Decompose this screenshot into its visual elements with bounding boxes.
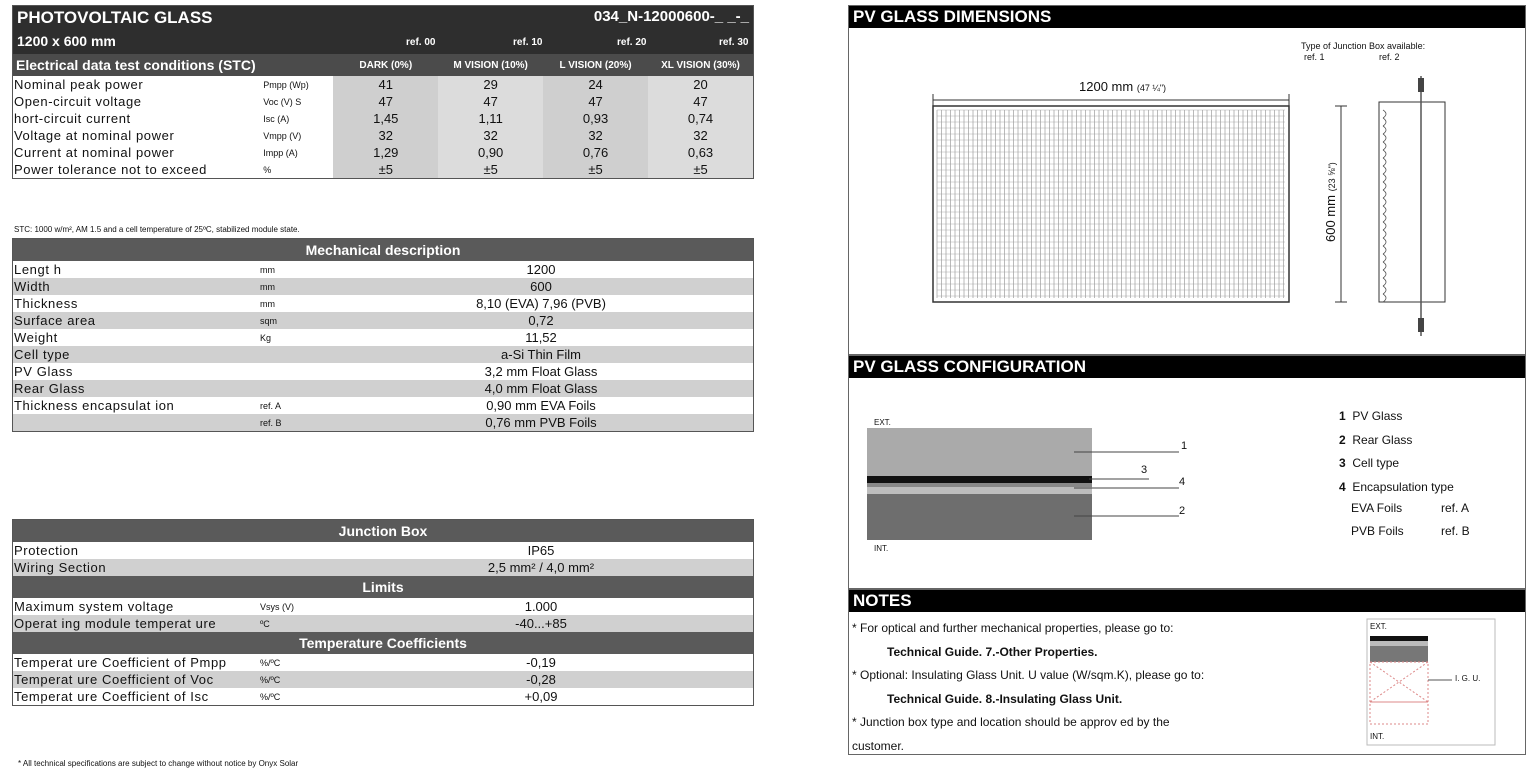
row-value: 32 xyxy=(648,127,753,144)
row-unit xyxy=(259,559,329,576)
col-m-vision: M VISION (10%) xyxy=(453,59,528,71)
row-unit xyxy=(259,346,329,363)
col-dark: DARK (0%) xyxy=(359,59,413,71)
legend-item: 1 PV Glass xyxy=(1339,409,1403,423)
legend-item: 4 Encapsulation type xyxy=(1339,479,1454,494)
row-unit: Voc (V) S xyxy=(263,96,302,107)
table-row xyxy=(13,76,753,93)
row-unit: Impp (A) xyxy=(263,147,298,158)
legend-item: 3 Cell type xyxy=(1339,456,1400,470)
ref-10: ref. 10 xyxy=(513,37,543,48)
row-label: Cell type xyxy=(14,347,70,362)
igu-label: I. G. U. xyxy=(1455,674,1481,683)
table-row xyxy=(13,93,753,110)
row-unit: %/ºC xyxy=(260,657,281,668)
row-value: 47 xyxy=(333,93,438,110)
row-unit: Vsys (V) xyxy=(260,601,295,612)
mechanical-title: Mechanical description xyxy=(13,239,753,261)
junction-limits-table xyxy=(12,519,754,706)
table-row xyxy=(13,312,753,329)
row-value: 1.000 xyxy=(524,599,558,614)
ref-20: ref. 20 xyxy=(617,37,647,48)
igu-int-label: INT. xyxy=(1370,732,1385,741)
row-label: Temperat ure Coefficient of Voc xyxy=(14,672,214,687)
note-1: * For optical and further mechanical properties, please go to: xyxy=(852,621,1174,635)
row-unit xyxy=(259,363,329,380)
row-unit xyxy=(259,380,329,397)
row-label: Weight xyxy=(14,330,58,345)
col-xl-vision: XL VISION (30%) xyxy=(661,59,740,71)
row-label: Maximum system voltage xyxy=(14,599,174,614)
table-row xyxy=(13,598,753,615)
row-label: Protection xyxy=(14,543,79,558)
row-unit: %/ºC xyxy=(260,691,281,702)
col-l-vision: L VISION (20%) xyxy=(559,59,632,71)
row-value: 2,5 mm² / 4,0 mm² xyxy=(487,560,595,575)
row-value: 29 xyxy=(438,76,543,93)
row-unit: mm xyxy=(260,298,275,309)
jbox-ref1: ref. 1 xyxy=(1304,52,1325,62)
notes-title: NOTES xyxy=(849,590,1525,612)
table-row xyxy=(13,363,753,380)
table-row xyxy=(13,688,753,705)
table-row xyxy=(13,261,753,278)
table-row xyxy=(13,144,753,161)
row-value: ±5 xyxy=(438,161,543,178)
row-value: ±5 xyxy=(333,161,438,178)
row-unit: sqm xyxy=(260,315,278,326)
table-row xyxy=(13,127,753,144)
configuration-panel xyxy=(848,355,1526,589)
row-value: 41 xyxy=(333,76,438,93)
row-unit xyxy=(259,542,329,559)
width-dimension-label: 1200 mm (47 ¼") xyxy=(1079,79,1167,94)
row-label: Thickness xyxy=(14,296,78,311)
product-code: 034_N-12000600-_ _-_ xyxy=(593,8,749,25)
dimensions-panel xyxy=(848,5,1526,355)
row-value: -0,19 xyxy=(526,655,556,670)
row-label: Voltage at nominal power xyxy=(14,128,175,143)
dimensions-title: PV GLASS DIMENSIONS xyxy=(849,6,1525,28)
row-value: -0,28 xyxy=(526,672,556,687)
note-2-link: Technical Guide. 8.-Insulating Glass Unit. xyxy=(887,691,1123,706)
row-label: Thickness encapsulat ion xyxy=(14,398,175,413)
row-value: 8,10 (EVA) 7,96 (PVB) xyxy=(476,296,606,311)
row-value: 0,90 mm EVA Foils xyxy=(486,398,596,413)
callout-3: 3 xyxy=(1141,464,1148,476)
row-value: 32 xyxy=(543,127,648,144)
electrical-title: Electrical data test conditions (STC) xyxy=(16,57,256,73)
row-value: 0,63 xyxy=(648,144,753,161)
row-value: 32 xyxy=(333,127,438,144)
row-value: IP65 xyxy=(527,543,555,558)
int-label: INT. xyxy=(874,544,889,553)
note-3b: customer. xyxy=(852,738,905,753)
table-row xyxy=(13,161,753,178)
junction-title: Junction Box xyxy=(13,520,753,542)
row-value: +0,09 xyxy=(524,689,558,704)
row-value: 0,72 xyxy=(528,313,554,328)
table-row xyxy=(13,346,753,363)
row-unit: Isc (A) xyxy=(263,113,290,124)
table-row xyxy=(13,278,753,295)
note-3: * Junction box type and location should be approv ed by the xyxy=(852,715,1170,729)
row-label: Wiring Section xyxy=(14,560,107,575)
row-value: -40...+85 xyxy=(515,616,567,631)
limits-title: Limits xyxy=(13,576,753,598)
row-label: Surface area xyxy=(14,313,96,328)
glass-front-drawing xyxy=(849,6,1525,354)
row-unit: %/ºC xyxy=(260,674,281,685)
callout-1: 1 xyxy=(1181,440,1188,452)
table-row xyxy=(13,110,753,127)
table-row xyxy=(13,542,753,559)
stc-note: STC: 1000 w/m², AM 1.5 and a cell temperature of 25ºC, stabilized module state. xyxy=(14,225,300,234)
row-value: 24 xyxy=(543,76,648,93)
row-value: 3,2 mm Float Glass xyxy=(484,364,598,379)
table-row xyxy=(13,671,753,688)
electrical-table xyxy=(12,5,754,179)
config-legend xyxy=(1339,405,1454,499)
jbox-ref2: ref. 2 xyxy=(1379,52,1400,62)
ref-30: ref. 30 xyxy=(719,37,749,48)
row-unit: ref. A xyxy=(260,400,282,411)
note-1-link: Technical Guide. 7.-Other Properties. xyxy=(887,644,1098,659)
mechanical-table xyxy=(12,238,754,432)
product-size: 1200 x 600 mm xyxy=(17,33,116,49)
row-label: PV Glass xyxy=(14,364,73,379)
row-unit: Pmpp (Wp) xyxy=(263,79,309,90)
callout-4: 4 xyxy=(1179,476,1186,488)
encaps-item: EVA Foils ref. A xyxy=(1351,501,1470,515)
notes-panel xyxy=(848,589,1526,755)
row-value: 4,0 mm Float Glass xyxy=(484,381,598,396)
row-label: Operat ing module temperat ure xyxy=(14,616,217,631)
row-unit: mm xyxy=(260,264,275,275)
row-value: 1,29 xyxy=(333,144,438,161)
table-row xyxy=(13,615,753,632)
table-row xyxy=(13,559,753,576)
row-unit: Kg xyxy=(260,332,272,343)
table-row xyxy=(13,654,753,671)
legend-item: 2 Rear Glass xyxy=(1339,432,1413,447)
row-label: hort-circuit current xyxy=(14,111,131,126)
row-label: Rear Glass xyxy=(14,381,86,396)
table-row xyxy=(13,295,753,312)
row-value: 32 xyxy=(438,127,543,144)
table-row xyxy=(13,329,753,346)
row-label: Temperat ure Coefficient of Isc xyxy=(14,689,209,704)
table-row xyxy=(13,397,753,414)
row-label: Current at nominal power xyxy=(14,145,175,160)
encaps-legend xyxy=(1351,497,1470,543)
row-value: 1200 xyxy=(526,262,556,277)
row-value: 0,93 xyxy=(543,110,648,127)
row-value: 20 xyxy=(648,76,753,93)
row-value: 1,45 xyxy=(333,110,438,127)
note-2: * Optional: Insulating Glass Unit. U value (W/sqm.K), please go to: xyxy=(852,668,1205,682)
row-value: ±5 xyxy=(648,161,753,178)
row-unit: % xyxy=(263,164,272,175)
row-value: 1,11 xyxy=(438,110,543,127)
ext-label: EXT. xyxy=(874,418,891,427)
row-label: Open-circuit voltage xyxy=(14,94,142,109)
temperature-title: Temperature Coefficients xyxy=(13,632,753,654)
row-value: 11,52 xyxy=(525,330,557,345)
product-title: PHOTOVOLTAIC GLASS xyxy=(17,8,213,27)
row-label xyxy=(13,414,259,431)
callout-2: 2 xyxy=(1179,505,1186,517)
row-value: 47 xyxy=(438,93,543,110)
row-value: 47 xyxy=(543,93,648,110)
row-value: 600 xyxy=(530,279,552,294)
jbox-title: Type of Junction Box available: xyxy=(1301,41,1426,51)
row-value: a-Si Thin Film xyxy=(501,347,581,362)
row-unit: ref. B xyxy=(260,417,282,428)
ref-00: ref. 00 xyxy=(406,37,436,48)
footnote: * All technical specifications are subject to change without notice by Onyx Solar xyxy=(18,759,299,768)
row-unit: mm xyxy=(260,281,275,292)
row-value: 0,90 xyxy=(438,144,543,161)
row-value: 0,74 xyxy=(648,110,753,127)
row-value: ±5 xyxy=(543,161,648,178)
encaps-item: PVB Foils ref. B xyxy=(1351,524,1470,538)
row-unit: Vmpp (V) xyxy=(263,130,302,141)
table-row xyxy=(13,414,753,431)
row-value: 0,76 mm PVB Foils xyxy=(485,415,597,430)
table-row xyxy=(13,380,753,397)
igu-ext-label: EXT. xyxy=(1370,622,1387,631)
row-label: Lengt h xyxy=(14,262,62,277)
row-label: Power tolerance not to exceed xyxy=(14,162,208,177)
row-label: Nominal peak power xyxy=(14,77,144,92)
row-label: Width xyxy=(14,279,51,294)
row-value: 47 xyxy=(648,93,753,110)
row-value: 0,76 xyxy=(543,144,648,161)
row-unit: ºC xyxy=(260,618,270,629)
row-label: Temperat ure Coefficient of Pmpp xyxy=(14,655,227,670)
height-dimension-label: 600 mm (23 ⅝") xyxy=(1323,162,1338,242)
configuration-title: PV GLASS CONFIGURATION xyxy=(849,356,1525,378)
